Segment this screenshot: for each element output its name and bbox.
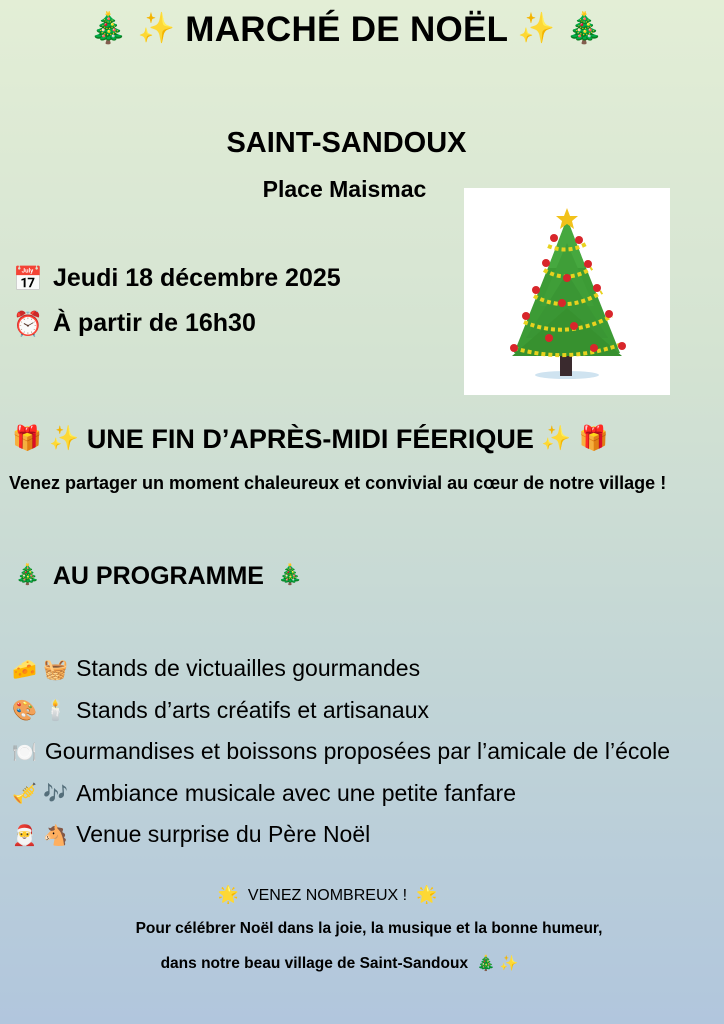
christmas-tree-icon (464, 188, 670, 395)
program-item (12, 773, 722, 815)
santa-horse-icon: 🎅 🐴 (12, 822, 69, 847)
program-item-text: Gourmandises et boissons proposées par l’amicale de l’école (44, 738, 671, 765)
plate-cutlery-icon: 🍽️ (12, 739, 37, 764)
star-icon: 🌟 (217, 885, 240, 905)
palette-candle-icon: 🎨 🕯️ (12, 698, 69, 723)
christmas-tree-icon: 🎄 (15, 562, 40, 586)
title-text: MARCHÉ DE NOËL (185, 10, 508, 49)
closing-line-2 (0, 954, 679, 973)
program-item-text: Stands de victuailles gourmandes (76, 655, 421, 682)
trumpet-music-icon: 🎺 🎶 (12, 781, 69, 806)
venue-name: Place Maismac (262, 176, 427, 202)
sparkles-icon: ✨ (499, 954, 519, 972)
christmas-tree-illustration (464, 188, 670, 395)
section-heading-text: AU PROGRAMME (52, 562, 264, 590)
sparkles-icon: ✨ (541, 424, 572, 452)
gift-icon: 🎁 (12, 424, 42, 452)
sparkles-icon: ✨ (49, 424, 80, 452)
program-list (12, 648, 722, 856)
time-text: À partir de 16h30 (53, 309, 256, 337)
intro-text: Venez partager un moment chaleureux et convivial au cœur de notre village ! (9, 473, 667, 493)
section-heading-programme (15, 562, 303, 591)
christmas-tree-icon: 🎄 (476, 954, 496, 972)
program-item-text: Venue surprise du Père Noël (76, 821, 371, 848)
program-item (12, 814, 722, 856)
invite-text: VENEZ NOMBREUX ! (247, 887, 408, 904)
program-item-text: Ambiance musicale avec une petite fanfare (76, 779, 516, 806)
alarm-clock-icon: ⏰ (13, 309, 43, 338)
sparkles-icon: ✨ (137, 11, 176, 46)
program-item (12, 690, 722, 732)
invite-line (0, 885, 655, 905)
calendar-icon: 📅 (13, 264, 43, 293)
sparkles-icon: ✨ (517, 11, 556, 46)
program-item (12, 648, 722, 690)
gift-icon: 🎁 (578, 424, 609, 452)
christmas-tree-icon: 🎄 (89, 11, 128, 46)
town-name: SAINT-SANDOUX (226, 127, 467, 159)
closing-line-2-text: dans notre beau village de Saint-Sandoux (160, 955, 469, 972)
poster-title (0, 10, 693, 50)
event-time (13, 309, 256, 338)
date-text: Jeudi 18 décembre 2025 (53, 264, 341, 292)
christmas-tree-icon: 🎄 (565, 11, 604, 46)
christmas-tree-icon: 🎄 (277, 562, 303, 586)
cheese-basket-icon: 🧀 🧺 (12, 656, 69, 681)
event-date (13, 264, 341, 293)
closing-line-1: Pour célébrer Noël dans la joie, la musique et la bonne humeur, (135, 920, 603, 937)
star-icon: 🌟 (415, 885, 438, 905)
program-item (12, 731, 722, 773)
section-heading-feerique (12, 424, 609, 455)
section-heading-text: UNE FIN D’APRÈS-MIDI FÉERIQUE (86, 424, 534, 454)
program-item-text: Stands d’arts créatifs et artisanaux (76, 696, 430, 723)
